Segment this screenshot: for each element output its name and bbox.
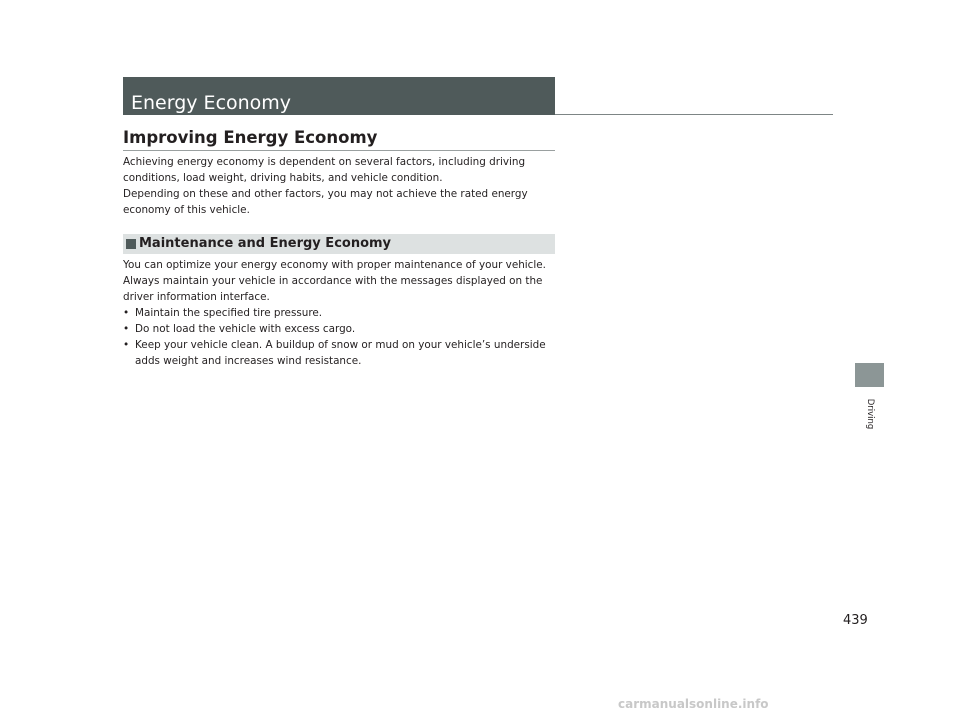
maintenance-paragraph: [123, 257, 563, 305]
maintenance-line: Always maintain your vehicle in accordance with the messages displayed on the: [123, 275, 543, 287]
watermark: carmanualsonline.info: [618, 697, 769, 711]
page-number: 439: [843, 613, 868, 628]
section-title-bar: [123, 77, 555, 115]
subsection-header: [123, 234, 555, 254]
bullet-icon: •: [123, 339, 130, 351]
section-title: Energy Economy: [131, 92, 292, 114]
list-item-text: Do not load the vehicle with excess cargo.: [135, 323, 356, 335]
intro-line: economy of this vehicle.: [123, 204, 250, 216]
square-bullet-icon: [126, 239, 136, 249]
bullet-icon: •: [123, 307, 130, 319]
list-item: [123, 305, 546, 321]
title-divider: [555, 114, 833, 115]
intro-paragraph: [123, 154, 563, 218]
page-heading: Improving Energy Economy: [123, 128, 378, 147]
chapter-tab[interactable]: [855, 363, 884, 387]
list-item-text: Keep your vehicle clean. A buildup of snow or mud on your vehicle’s underside: [135, 339, 546, 351]
maintenance-line: driver information interface.: [123, 291, 270, 303]
list-item-text: Maintain the specified tire pressure.: [135, 307, 323, 319]
maintenance-line: You can optimize your energy economy with proper maintenance of your vehicle.: [123, 259, 546, 271]
list-item-text: adds weight and increases wind resistance.: [135, 355, 362, 367]
intro-line: Depending on these and other factors, you may not achieve the rated energy: [123, 188, 528, 200]
heading-divider: [123, 150, 555, 151]
subsection-title: Maintenance and Energy Economy: [139, 236, 392, 251]
intro-line: Achieving energy economy is dependent on several factors, including driving: [123, 156, 526, 168]
chapter-tab-label: Driving: [865, 398, 875, 430]
bullet-icon: •: [123, 323, 130, 335]
intro-line: conditions, load weight, driving habits, and vehicle condition.: [123, 172, 443, 184]
tips-list: [123, 305, 546, 369]
list-item: [123, 337, 546, 369]
list-item: [123, 321, 546, 337]
